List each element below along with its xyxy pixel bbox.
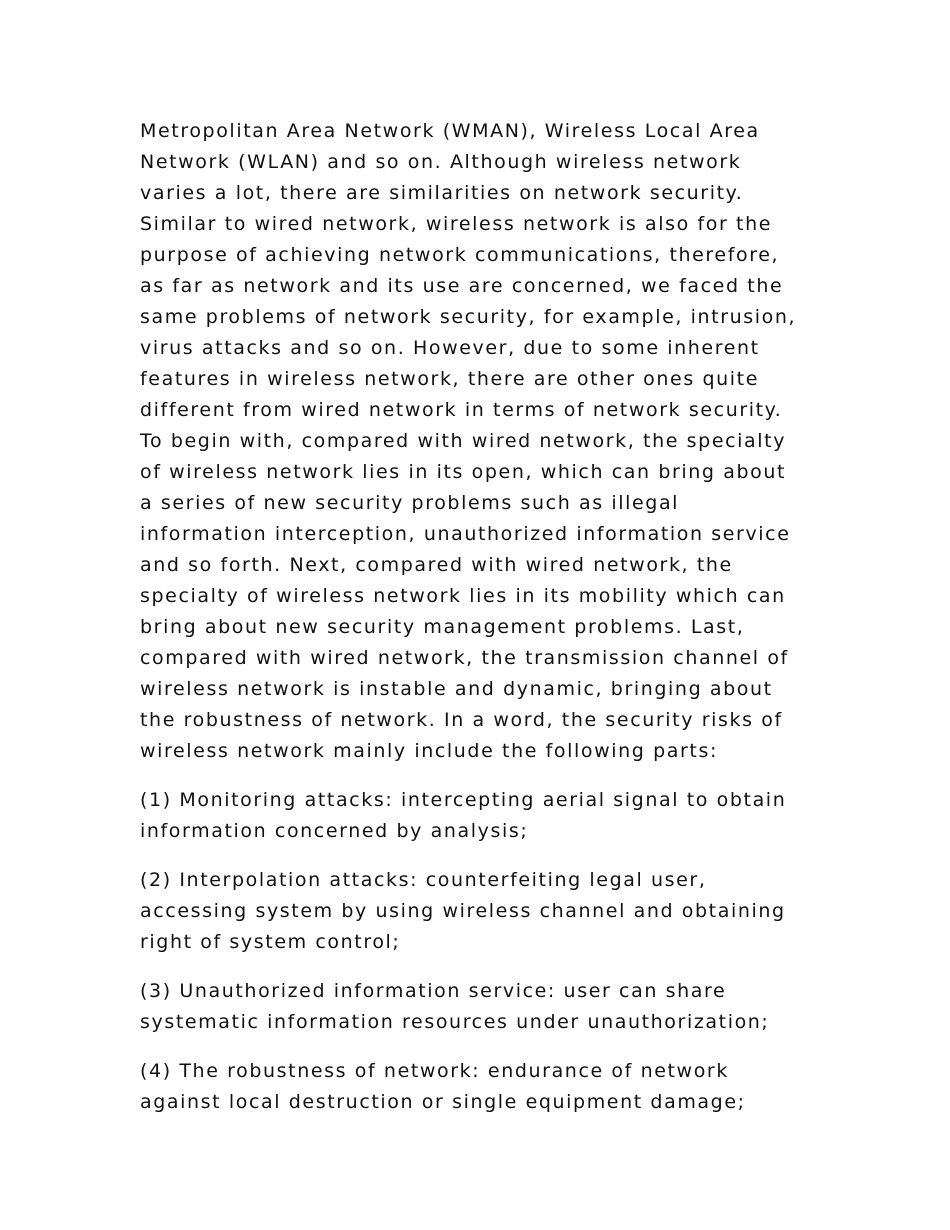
text-line: Similar to wired network, wireless network is also for the: [140, 213, 773, 235]
text-line: varies a lot, there are similarities on network security.: [140, 182, 744, 204]
intro-paragraph: [140, 116, 820, 767]
text-line: (1) Monitoring attacks: intercepting aerial signal to obtain: [140, 789, 787, 811]
text-line: (2) Interpolation attacks: counterfeiting legal user,: [140, 869, 707, 891]
text-line: different from wired network in terms of network security.: [140, 399, 783, 421]
text-line: same problems of network security, for example, intrusion,: [140, 306, 797, 328]
text-line: information concerned by analysis;: [140, 820, 529, 842]
text-line: wireless network mainly include the following parts:: [140, 740, 718, 762]
text-line: wireless network is instable and dynamic, bringing about: [140, 678, 773, 700]
text-line: bring about new security management problems. Last,: [140, 616, 745, 638]
list-item-monitoring-attacks: [140, 785, 820, 847]
text-line: purpose of achieving network communications, therefore,: [140, 244, 780, 266]
text-line: (3) Unauthorized information service: user can share: [140, 980, 727, 1002]
text-line: the robustness of network. In a word, the security risks of: [140, 709, 783, 731]
text-line: as far as network and its use are concerned, we faced the: [140, 275, 784, 297]
text-line: right of system control;: [140, 931, 401, 953]
list-item-unauthorized-service: [140, 976, 820, 1038]
text-line: systematic information resources under unauthorization;: [140, 1011, 770, 1033]
text-line: Metropolitan Area Network (WMAN), Wireless Local Area: [140, 120, 760, 142]
text-line: compared with wired network, the transmission channel of: [140, 647, 789, 669]
text-line: information interception, unauthorized information service: [140, 523, 791, 545]
text-line: virus attacks and so on. However, due to some inherent: [140, 337, 760, 359]
list-item-network-robustness: [140, 1056, 820, 1118]
text-line: features in wireless network, there are other ones quite: [140, 368, 759, 390]
text-line: To begin with, compared with wired network, the specialty: [140, 430, 787, 452]
text-line: a series of new security problems such as illegal: [140, 492, 680, 514]
list-item-interpolation-attacks: [140, 865, 820, 958]
text-line: of wireless network lies in its open, which can bring about: [140, 461, 787, 483]
text-line: (4) The robustness of network: endurance of network: [140, 1060, 729, 1082]
text-line: Network (WLAN) and so on. Although wireless network: [140, 151, 742, 173]
text-line: accessing system by using wireless channel and obtaining: [140, 900, 786, 922]
text-line: against local destruction or single equipment damage;: [140, 1091, 746, 1113]
text-line: and so forth. Next, compared with wired network, the: [140, 554, 733, 576]
text-line: specialty of wireless network lies in its mobility which can: [140, 585, 786, 607]
document-body: [140, 116, 820, 1118]
